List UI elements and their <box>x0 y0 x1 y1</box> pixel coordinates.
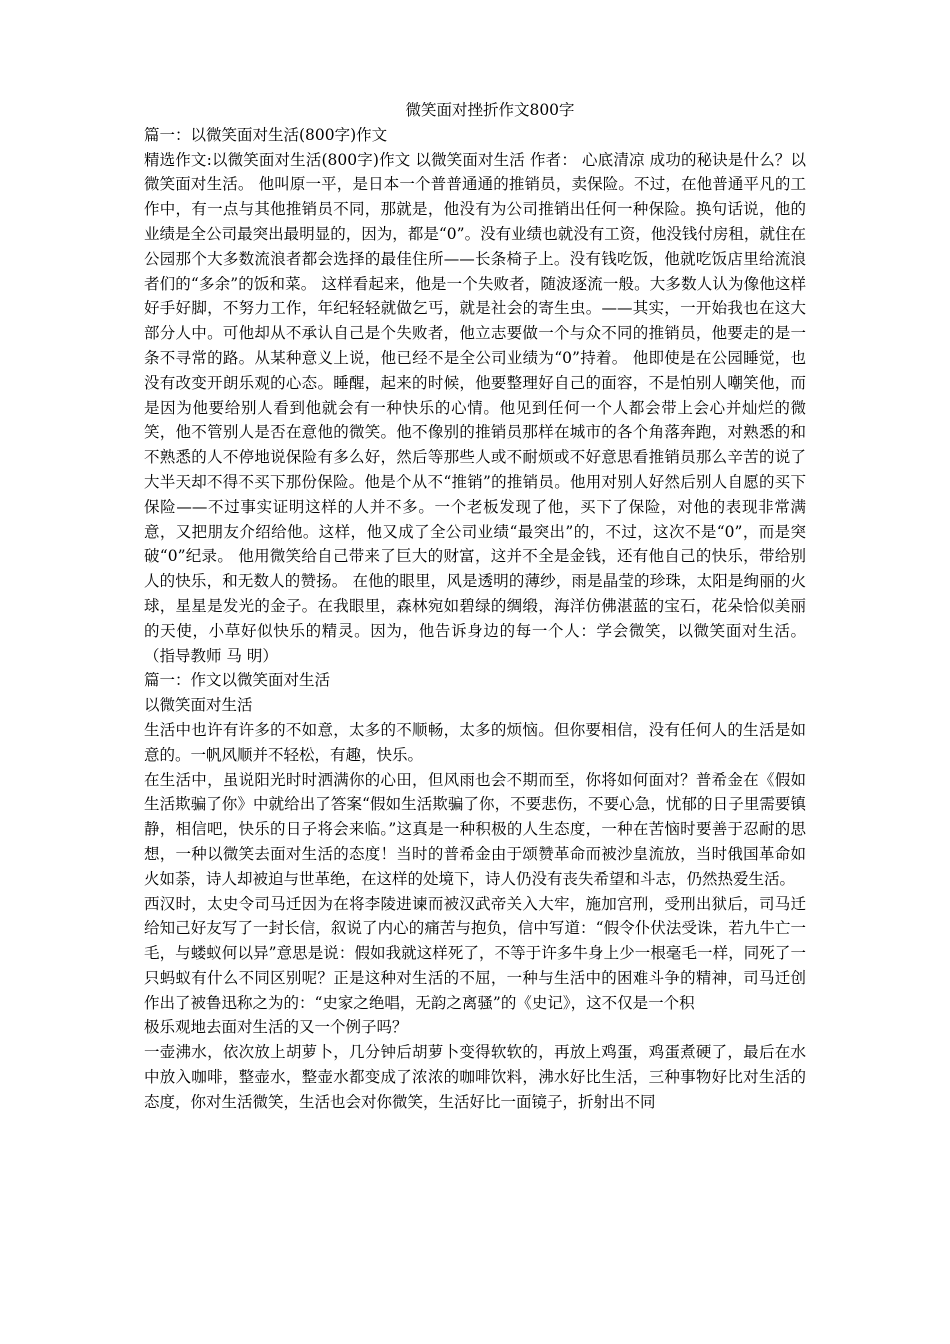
section-heading-1: 篇一：以微笑面对生活(800字)作文 <box>144 125 388 144</box>
paragraph: 极乐观地去面对生活的又一个例子吗？ <box>144 1018 408 1037</box>
paragraph: 生活中也许有许多的不如意，太多的不顺畅，太多的烦恼。但你要相信，没有任何人的生活是如意的。一帆风顺并不轻松，有趣，快乐。 <box>144 720 806 764</box>
essay-subtitle-2: 以微笑面对生活 <box>144 696 253 715</box>
paragraph: 一壶沸水，依次放上胡萝卜，几分钟后胡萝卜变得软软的，再放上鸡蛋，鸡蛋煮硬了，最后在水中放入咖啡，整壶水，整壶水都变成了浓浓的咖啡饮料，沸水好比生活，三种事物好比对生活的态度，你对生活微笑，生活也会对你微笑，生活好比一面镜子，折射出不同 <box>144 1043 806 1111</box>
document-title: 微笑面对挫折作文800字 <box>405 101 575 119</box>
essay-body-1: 精选作文:以微笑面对生活(800字)作文 以微笑面对生活 作者： 心底清凉 成功的秘诀是什么？以微笑面对生活。 他叫原一平，是日本一个普普通通的推销员，卖保险。不过，在他普通平凡的工作中，有一点与其他推销员不同，那就是，他没有为公司推销出任何一种保险。换句话说，他的业绩是全公司最突出最明显的，因为，都是“0”。没有业绩也就没有工资，他没钱付房租，就住在公园那个大多数流浪者都会选择的最佳住所——长条椅子上。没有钱吃饭，他就吃饭店里给流浪者们的“多余”的饭和菜。 这样看起来，他是一个失败者，随波逐流一般。大多数人认为像他这样好手好脚，不努力工作，年纪轻轻就做乞丐，就是社会的寄生虫。——其实，一开始我也在这大部分人中。可他却从不承认自己是个失败者，他立志要做一个与众不同的推销员，他要走的是一条不寻常的路。从某种意义上说，他已经不是全公司业绩为“0”持着。 他即使是在公园睡觉，也没有改变开朗乐观的心态。睡醒，起来的时候，他要整理好自己的面容，不是怕别人嘲笑他，而是因为他要给别人看到他就会有一种快乐的心情。他见到任何一个人都会带上会心并灿烂的微笑，他不管别人是否在意他的微笑。他不像别的推销员那样在城市的各个角落奔跑，对熟悉的和不熟悉的人不停地说保险有多么好，然后等那些人或不耐烦或不好意思看推销员那么辛苦的说了大半天却不得不买下那份保险。他是个从不“推销”的推销员。他用对别人好然后别人自愿的买下保险——不过事实证明这样的人并不多。一个老板发现了他，买下了保险，对他的表现非常满意，又把朋友介绍给他。这样，他又成了全公司业绩“最突出”的，不过，这次不是“0”，而是突破“0”纪录。 他用微笑给自己带来了巨大的财富，这并不全是金钱，还有他自己的快乐，带给别人的快乐，和无数人的赞扬。 在他的眼里，风是透明的薄纱，雨是晶莹的珍珠，太阳是绚丽的火球，星星是发光的金子。在我眼里，森林宛如碧绿的绸缎，海洋仿佛湛蓝的宝石，花朵恰似美丽的天使，小草好似快乐的精灵。因为，他告诉身边的每一个人：学会微笑，以微笑面对生活。 （指导教师 马 明） <box>144 150 806 665</box>
document-page <box>144 98 806 1115</box>
paragraph: 在生活中，虽说阳光时时洒满你的心田，但风雨也会不期而至，你将如何面对？普希金在《假如生活欺骗了你》中就给出了答案“假如生活欺骗了你，不要悲伤，不要心急，忧郁的日子里需要镇静，相信吧，快乐的日子将会来临。”这真是一种积极的人生态度，一种在苦恼时要善于忍耐的思想，一种以微笑去面对生活的态度！当时的普希金由于颂赞革命而被沙皇流放，当时俄国革命如火如荼，诗人却被迫与世革绝，在这样的处境下，诗人仍没有丧失希望和斗志，仍然热爱生活。 <box>144 770 806 888</box>
paragraph: 西汉时，太史令司马迁因为在将李陵进谏而被汉武帝关入大牢，施加宫刑，受刑出狱后，司马迁给知己好友写了一封长信，叙说了内心的痛苦与抱负，信中写道：“假令仆伏法受诛，若九牛亡一毛，与蝼蚁何以异”意思是说：假如我就这样死了，不等于许多牛身上少一根毫毛一样，同死了一只蚂蚁有什么不同区别呢？正是这种对生活的不屈，一种与生活中的困难斗争的精神，司马迁创作出了被鲁迅称之为的：“史家之绝唱，无韵之离骚”的《史记》，这不仅是一个积 <box>144 894 806 1012</box>
section-heading-2: 篇一：作文以微笑面对生活 <box>144 671 331 690</box>
